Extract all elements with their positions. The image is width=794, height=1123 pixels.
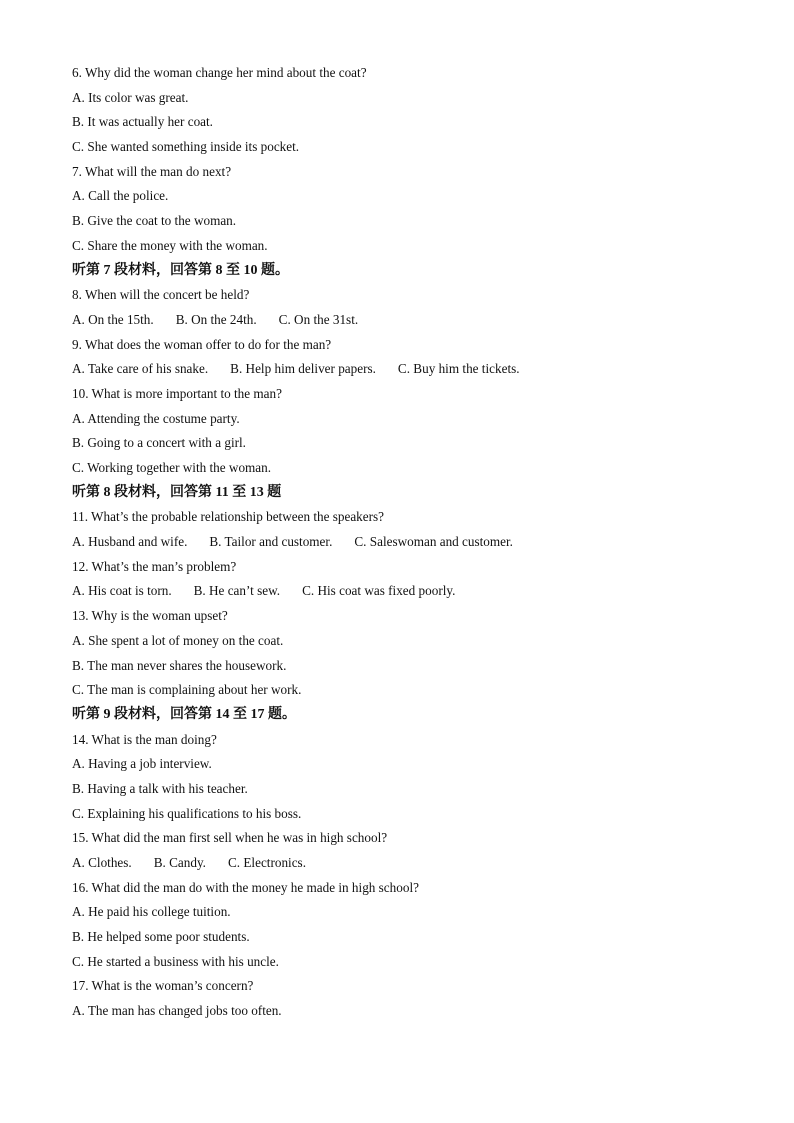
option-line: A. The man has changed jobs too often. xyxy=(72,1003,282,1019)
option-choice: C. Electronics. xyxy=(227,855,306,870)
question-text: 16. What did the man do with the money he made in high school? xyxy=(72,879,419,895)
question-text: 11. What’s the probable relationship between the speakers? xyxy=(72,509,384,525)
question-text: 8. When will the concert be held? xyxy=(72,287,250,303)
question-text: 17. What is the woman’s concern? xyxy=(72,978,254,994)
option-line: C. Explaining his qualifications to his boss. xyxy=(72,805,302,821)
section-heading: 听第 7 段材料，回答第 8 至 10 题。 xyxy=(72,262,289,278)
option-choice: B. On the 24th. xyxy=(175,311,257,327)
option-choice: B. Help him deliver papers. xyxy=(230,361,376,377)
question-text: 9. What does the woman offer to do for the man? xyxy=(72,336,332,352)
option-row xyxy=(72,530,752,555)
option-choice: B. Candy. xyxy=(153,855,206,870)
question-text: 7. What will the man do next? xyxy=(72,163,232,179)
question-text: 10. What is more important to the man? xyxy=(72,385,282,401)
option-line: B. It was actually her coat. xyxy=(72,114,213,130)
option-line: B. Going to a concert with a girl. xyxy=(72,435,246,451)
option-choice: A. On the 15th. xyxy=(72,311,154,327)
question-text: 15. What did the man first sell when he was in high school? xyxy=(72,830,388,846)
option-line: A. He paid his college tuition. xyxy=(72,904,231,920)
option-choice: C. His coat was fixed poorly. xyxy=(302,583,456,599)
option-choice: A. His coat is torn. xyxy=(72,583,172,599)
option-line: A. Call the police. xyxy=(72,188,169,204)
option-row xyxy=(72,579,752,604)
option-line: B. Having a talk with his teacher. xyxy=(72,780,248,796)
option-row xyxy=(72,851,752,876)
option-row xyxy=(72,308,752,333)
option-line: C. Working together with the woman. xyxy=(72,460,272,475)
option-choice: B. He can’t sew. xyxy=(193,583,281,599)
exam-page-body xyxy=(72,61,752,1024)
section-heading: 听第 8 段材料，回答第 11 至 13 题 xyxy=(72,484,282,500)
option-row xyxy=(72,357,752,382)
option-line: A. Having a job interview. xyxy=(72,756,212,772)
option-line: A. Attending the costume party. xyxy=(72,410,240,426)
option-choice: C. On the 31st. xyxy=(278,311,359,327)
option-choice: C. Saleswoman and customer. xyxy=(354,534,513,550)
option-line: B. He helped some poor students. xyxy=(72,929,250,945)
question-text: 12. What’s the man’s problem? xyxy=(72,558,237,574)
option-choice: C. Buy him the tickets. xyxy=(397,361,520,377)
option-line: A. Its color was great. xyxy=(72,89,189,105)
option-choice: A. Husband and wife. xyxy=(72,534,188,550)
option-line: B. The man never shares the housework. xyxy=(72,657,287,673)
question-text: 14. What is the man doing? xyxy=(72,731,217,747)
option-choice: B. Tailor and customer. xyxy=(209,534,333,550)
option-line: B. Give the coat to the woman. xyxy=(72,213,237,229)
option-choice: A. Take care of his snake. xyxy=(72,361,209,377)
option-line: C. Share the money with the woman. xyxy=(72,237,268,253)
option-choice: A. Clothes. xyxy=(72,855,132,870)
question-text: 13. Why is the woman upset? xyxy=(72,608,228,624)
question-text: 6. Why did the woman change her mind about the coat? xyxy=(72,65,367,80)
option-line: C. She wanted something inside its pocket. xyxy=(72,139,300,155)
option-line: C. The man is complaining about her work. xyxy=(72,682,302,698)
option-line: A. She spent a lot of money on the coat. xyxy=(72,632,284,648)
option-line: C. He started a business with his uncle. xyxy=(72,953,279,969)
section-heading: 听第 9 段材料，回答第 14 至 17 题。 xyxy=(72,706,296,722)
